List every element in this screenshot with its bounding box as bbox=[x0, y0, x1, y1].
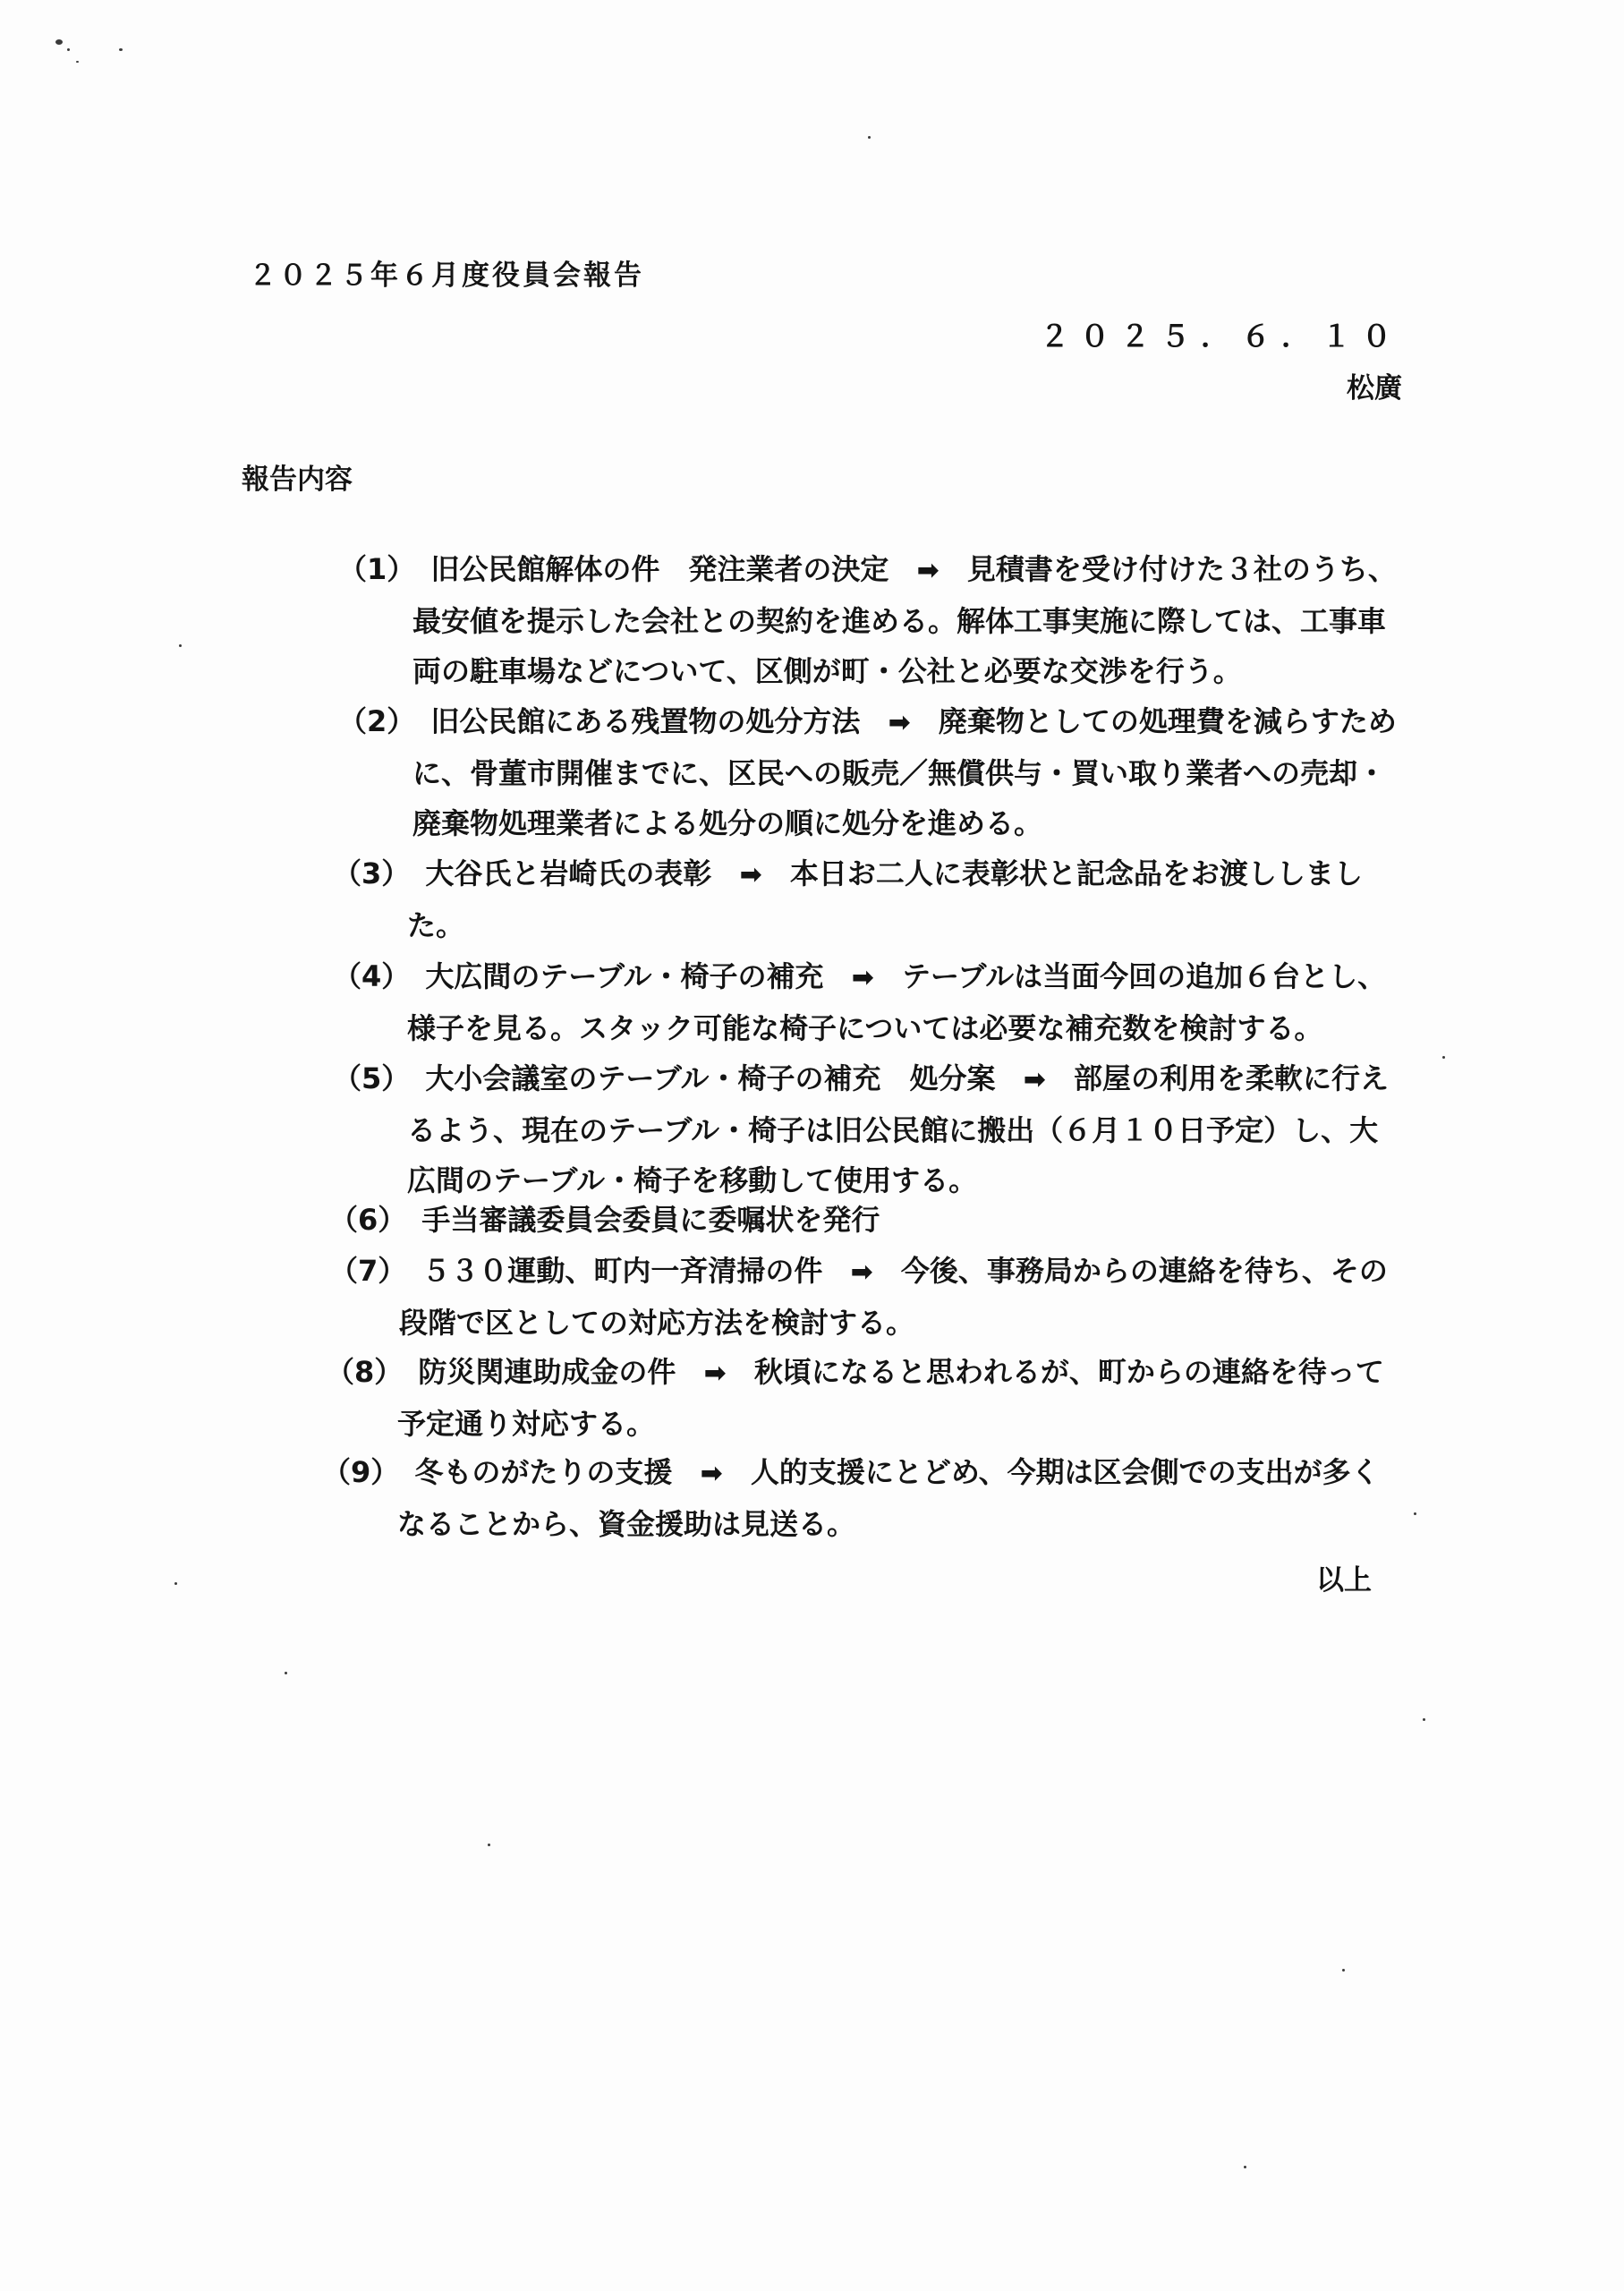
item-detail: 今後、事務局からの連絡を待ち、その bbox=[900, 1254, 1388, 1288]
scan-speck bbox=[119, 48, 123, 51]
arrow-right-icon: ➡ bbox=[888, 707, 911, 738]
item-detail-line: 最安値を提示した会社との契約を進める。解体工事実施に際しては、工事車 bbox=[412, 604, 1387, 638]
item-detail-line: 様子を見る。スタック可能な椅子については必要な補充数を検討する。 bbox=[407, 1011, 1323, 1045]
report-item bbox=[333, 848, 1363, 950]
document-title: ２０２５年６月度役員会報告 bbox=[249, 260, 644, 292]
item-number: （3） bbox=[333, 856, 411, 890]
section-heading: 報告内容 bbox=[242, 464, 353, 496]
item-detail: 人的支援にとどめ、今期は区会側での支出が多く bbox=[750, 1455, 1380, 1489]
report-item bbox=[338, 544, 1397, 696]
item-detail-line: 両の駐車場などについて、区側が町・公社と必要な交渉を行う。 bbox=[412, 654, 1242, 688]
item-topic: 旧公民館にある残置物の処分方法 bbox=[430, 704, 861, 738]
item-detail: 見積書を受け付けた３社のうち、 bbox=[966, 552, 1397, 586]
item-topic: 旧公民館解体の件 発注業者の決定 bbox=[430, 552, 889, 586]
report-item bbox=[329, 1246, 1388, 1348]
arrow-right-icon: ➡ bbox=[1023, 1064, 1046, 1095]
arrow-right-icon: ➡ bbox=[851, 962, 874, 993]
arrow-right-icon: ➡ bbox=[700, 1458, 723, 1489]
arrow-right-icon: ➡ bbox=[703, 1358, 727, 1389]
report-item bbox=[333, 1053, 1389, 1205]
scan-speck bbox=[76, 61, 79, 63]
item-topic: 手当審議委員会委員に委嘱状を発行 bbox=[421, 1203, 880, 1237]
scan-speck bbox=[285, 1672, 287, 1674]
arrow-right-icon: ➡ bbox=[850, 1256, 873, 1288]
item-detail-line: 廃棄物処理業者による処分の順に処分を進める。 bbox=[412, 806, 1043, 840]
item-detail: 部屋の利用を柔軟に行え bbox=[1073, 1061, 1389, 1095]
scan-speck bbox=[1244, 2166, 1246, 2168]
item-detail-line: 段階で区としての対応方法を検討する。 bbox=[399, 1306, 915, 1340]
item-number: （7） bbox=[329, 1254, 407, 1288]
item-detail-line: なることから、資金援助は見送る。 bbox=[397, 1507, 856, 1541]
report-date: ２０２５．６．１０ bbox=[1040, 319, 1402, 353]
item-topic: ５３０運動、町内一斉清掃の件 bbox=[421, 1254, 823, 1288]
item-detail-line: た。 bbox=[407, 908, 465, 942]
scan-speck bbox=[55, 39, 63, 45]
closing-remark: 以上 bbox=[1316, 1564, 1372, 1597]
item-detail-line: に、骨董市開催までに、区民への販売／無償供与・買い取り業者への売却・ bbox=[412, 756, 1387, 790]
arrow-right-icon: ➡ bbox=[916, 555, 940, 586]
item-number: （2） bbox=[338, 704, 416, 738]
item-detail: 廃棄物としての処理費を減らすため bbox=[938, 704, 1397, 738]
item-detail: テーブルは当面今回の追加６台とし、 bbox=[901, 959, 1387, 993]
report-author: 松廣 bbox=[1347, 372, 1402, 405]
report-item bbox=[338, 696, 1397, 848]
item-detail-line: 広間のテーブル・椅子を移動して使用する。 bbox=[407, 1163, 978, 1197]
scan-speck bbox=[174, 1582, 177, 1585]
scan-speck bbox=[1414, 1512, 1416, 1515]
report-item bbox=[322, 1447, 1380, 1549]
item-topic: 大小会議室のテーブル・椅子の補充 処分案 bbox=[425, 1061, 996, 1095]
scan-speck bbox=[1342, 1969, 1345, 1972]
item-number: （1） bbox=[338, 552, 416, 586]
scan-speck bbox=[1442, 1056, 1445, 1059]
item-detail-line: 予定通り対応する。 bbox=[397, 1407, 656, 1441]
item-detail: 秋頃になると思われるが、町からの連絡を待って bbox=[753, 1355, 1384, 1389]
scan-speck bbox=[67, 48, 70, 51]
item-number: （8） bbox=[326, 1355, 404, 1389]
scan-speck bbox=[179, 644, 182, 647]
item-number: （6） bbox=[329, 1203, 407, 1237]
report-item bbox=[329, 1195, 880, 1245]
item-topic: 大広間のテーブル・椅子の補充 bbox=[425, 959, 824, 993]
item-topic: 大谷氏と岩崎氏の表彰 bbox=[425, 856, 712, 890]
report-item bbox=[333, 951, 1386, 1053]
item-number: （5） bbox=[333, 1061, 411, 1095]
item-detail: 本日お二人に表彰状と記念品をお渡ししまし bbox=[789, 856, 1363, 890]
scan-speck bbox=[1423, 1718, 1425, 1721]
scan-speck bbox=[868, 136, 871, 139]
arrow-right-icon: ➡ bbox=[739, 859, 762, 890]
item-topic: 防災関連助成金の件 bbox=[418, 1355, 676, 1389]
item-number: （9） bbox=[322, 1455, 400, 1489]
item-topic: 冬ものがたりの支援 bbox=[414, 1455, 673, 1489]
item-detail-line: るよう、現在のテーブル・椅子は旧公民館に搬出（６月１０日予定）し、大 bbox=[407, 1113, 1379, 1147]
item-number: （4） bbox=[333, 959, 411, 993]
scan-speck bbox=[488, 1844, 490, 1846]
report-item bbox=[326, 1347, 1384, 1449]
